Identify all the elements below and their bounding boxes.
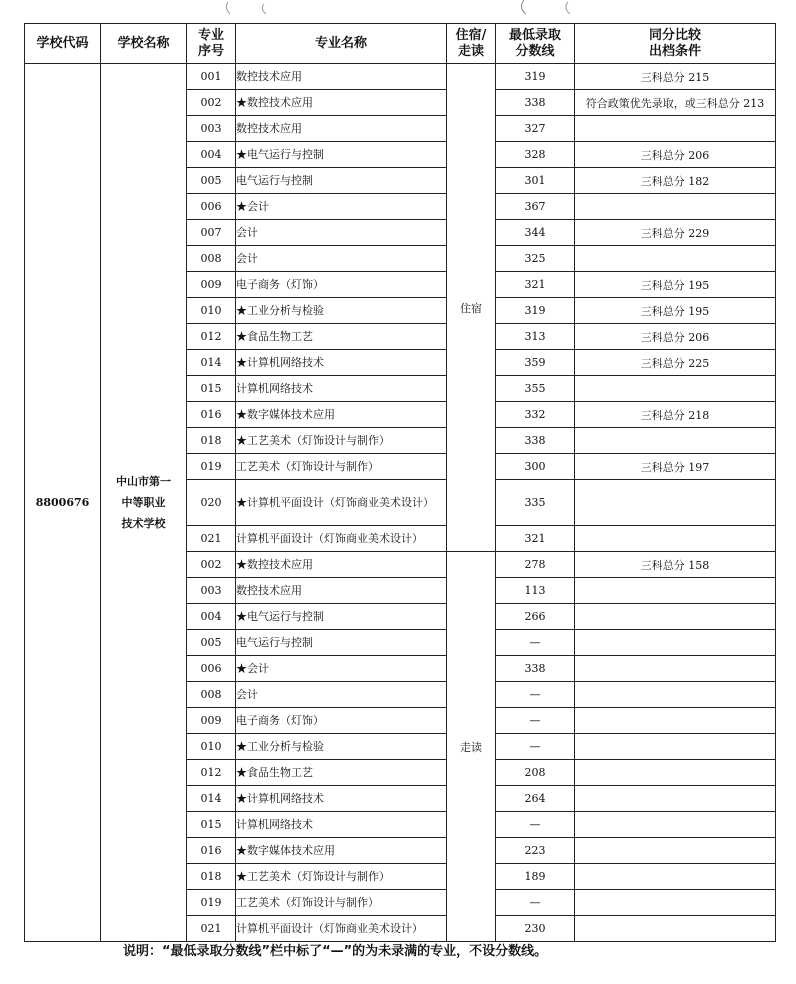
seq-cell: 003	[187, 578, 236, 604]
seq-cell: 020	[187, 480, 236, 526]
scan-mark	[226, 2, 230, 14]
condition-cell	[575, 812, 776, 838]
score-cell: 344	[496, 220, 575, 246]
major-cell: ★电气运行与控制	[236, 142, 447, 168]
seq-cell: 002	[187, 552, 236, 578]
score-cell: 338	[496, 656, 575, 682]
table-row	[25, 64, 776, 90]
lodging-cell: 住宿	[447, 64, 496, 552]
score-cell: 319	[496, 64, 575, 90]
condition-cell	[575, 734, 776, 760]
condition-cell: 三科总分 206	[575, 142, 776, 168]
header-condition: 同分比较 出档条件	[575, 24, 776, 64]
seq-cell: 014	[187, 350, 236, 376]
seq-cell: 009	[187, 272, 236, 298]
major-cell: 会计	[236, 220, 447, 246]
seq-cell: 005	[187, 630, 236, 656]
major-cell: 计算机网络技术	[236, 812, 447, 838]
score-cell: 325	[496, 246, 575, 272]
major-cell: ★会计	[236, 194, 447, 220]
major-cell: 会计	[236, 682, 447, 708]
seq-cell: 016	[187, 838, 236, 864]
major-cell: ★工业分析与检验	[236, 734, 447, 760]
footnote: 说明：“最低录取分数线”栏中标了“—”的为未录满的专业，不设分数线。	[123, 944, 548, 959]
seq-cell: 019	[187, 890, 236, 916]
score-cell: 113	[496, 578, 575, 604]
major-cell: 电子商务（灯饰）	[236, 272, 447, 298]
seq-cell: 018	[187, 428, 236, 454]
major-cell: ★计算机网络技术	[236, 786, 447, 812]
score-cell: 266	[496, 604, 575, 630]
major-cell: ★电气运行与控制	[236, 604, 447, 630]
condition-cell	[575, 376, 776, 402]
condition-cell	[575, 604, 776, 630]
seq-cell: 004	[187, 142, 236, 168]
header-min-score: 最低录取 分数线	[496, 24, 575, 64]
major-cell: 电气运行与控制	[236, 630, 447, 656]
condition-cell	[575, 480, 776, 526]
major-cell: ★数字媒体技术应用	[236, 838, 447, 864]
score-cell: 300	[496, 454, 575, 480]
seq-cell: 015	[187, 376, 236, 402]
score-cell: 319	[496, 298, 575, 324]
score-cell: 301	[496, 168, 575, 194]
header-seq: 专业 序号	[187, 24, 236, 64]
major-cell: 计算机平面设计（灯饰商业美术设计）	[236, 916, 447, 942]
seq-cell: 006	[187, 656, 236, 682]
major-cell: ★会计	[236, 656, 447, 682]
score-cell: —	[496, 682, 575, 708]
score-cell: 189	[496, 864, 575, 890]
score-cell: —	[496, 734, 575, 760]
score-cell: 328	[496, 142, 575, 168]
seq-cell: 002	[187, 90, 236, 116]
scan-marks	[0, 0, 796, 20]
score-cell: 338	[496, 90, 575, 116]
score-cell: 332	[496, 402, 575, 428]
major-cell: ★数控技术应用	[236, 552, 447, 578]
condition-cell: 三科总分 197	[575, 454, 776, 480]
score-cell: 278	[496, 552, 575, 578]
condition-cell	[575, 682, 776, 708]
seq-cell: 021	[187, 916, 236, 942]
lodging-cell: 走读	[447, 552, 496, 942]
major-cell: ★工业分析与检验	[236, 298, 447, 324]
major-cell: ★食品生物工艺	[236, 324, 447, 350]
major-cell: 会计	[236, 246, 447, 272]
score-cell: 367	[496, 194, 575, 220]
score-cell: 223	[496, 838, 575, 864]
major-cell: 计算机网络技术	[236, 376, 447, 402]
major-cell: 数控技术应用	[236, 64, 447, 90]
score-cell: 321	[496, 272, 575, 298]
major-cell: 计算机平面设计（灯饰商业美术设计）	[236, 526, 447, 552]
seq-cell: 012	[187, 324, 236, 350]
score-cell: 264	[496, 786, 575, 812]
score-cell: 335	[496, 480, 575, 526]
condition-cell	[575, 116, 776, 142]
condition-cell	[575, 246, 776, 272]
major-cell: ★计算机网络技术	[236, 350, 447, 376]
major-cell: 数控技术应用	[236, 116, 447, 142]
seq-cell: 007	[187, 220, 236, 246]
score-cell: 230	[496, 916, 575, 942]
major-cell: 数控技术应用	[236, 578, 447, 604]
score-cell: —	[496, 708, 575, 734]
seq-cell: 006	[187, 194, 236, 220]
condition-cell	[575, 578, 776, 604]
seq-cell: 010	[187, 734, 236, 760]
school-name: 中山市第一 中等职业 技术学校	[101, 64, 187, 942]
condition-cell	[575, 760, 776, 786]
header-major: 专业名称	[236, 24, 447, 64]
condition-cell: 三科总分 225	[575, 350, 776, 376]
header-lodging: 住宿/ 走读	[447, 24, 496, 64]
score-cell: —	[496, 812, 575, 838]
scan-mark	[262, 4, 266, 14]
condition-cell	[575, 838, 776, 864]
condition-cell	[575, 526, 776, 552]
seq-cell: 014	[187, 786, 236, 812]
seq-cell: 016	[187, 402, 236, 428]
condition-cell	[575, 786, 776, 812]
seq-cell: 012	[187, 760, 236, 786]
condition-cell	[575, 864, 776, 890]
major-cell: 电子商务（灯饰）	[236, 708, 447, 734]
condition-cell: 三科总分 158	[575, 552, 776, 578]
major-cell: 电气运行与控制	[236, 168, 447, 194]
score-cell: 338	[496, 428, 575, 454]
seq-cell: 001	[187, 64, 236, 90]
seq-cell: 008	[187, 682, 236, 708]
seq-cell: 003	[187, 116, 236, 142]
condition-cell	[575, 708, 776, 734]
major-cell: ★工艺美术（灯饰设计与制作）	[236, 428, 447, 454]
scan-mark	[521, 0, 526, 14]
condition-cell	[575, 428, 776, 454]
score-cell: 327	[496, 116, 575, 142]
table-body	[25, 64, 776, 942]
condition-cell: 三科总分 206	[575, 324, 776, 350]
condition-cell: 符合政策优先录取，或三科总分 213	[575, 90, 776, 116]
condition-cell: 三科总分 195	[575, 272, 776, 298]
condition-cell: 三科总分 218	[575, 402, 776, 428]
school-code: 8800676	[25, 64, 101, 942]
score-cell: 321	[496, 526, 575, 552]
score-cell: 208	[496, 760, 575, 786]
seq-cell: 018	[187, 864, 236, 890]
seq-cell: 010	[187, 298, 236, 324]
major-cell: ★数控技术应用	[236, 90, 447, 116]
condition-cell: 三科总分 229	[575, 220, 776, 246]
seq-cell: 015	[187, 812, 236, 838]
condition-cell	[575, 194, 776, 220]
score-cell: 355	[496, 376, 575, 402]
condition-cell	[575, 890, 776, 916]
seq-cell: 009	[187, 708, 236, 734]
seq-cell: 004	[187, 604, 236, 630]
condition-cell	[575, 656, 776, 682]
condition-cell	[575, 916, 776, 942]
admission-table	[24, 23, 776, 942]
scan-mark	[566, 2, 570, 14]
major-cell: ★工艺美术（灯饰设计与制作）	[236, 864, 447, 890]
score-cell: —	[496, 890, 575, 916]
major-cell: ★数字媒体技术应用	[236, 402, 447, 428]
major-cell: 工艺美术（灯饰设计与制作）	[236, 454, 447, 480]
score-cell: 313	[496, 324, 575, 350]
major-cell: 工艺美术（灯饰设计与制作）	[236, 890, 447, 916]
condition-cell	[575, 630, 776, 656]
condition-cell: 三科总分 182	[575, 168, 776, 194]
seq-cell: 019	[187, 454, 236, 480]
major-cell: ★计算机平面设计（灯饰商业美术设计）	[236, 480, 447, 526]
major-cell: ★食品生物工艺	[236, 760, 447, 786]
header-row	[25, 24, 776, 64]
seq-cell: 008	[187, 246, 236, 272]
score-cell: —	[496, 630, 575, 656]
seq-cell: 021	[187, 526, 236, 552]
condition-cell: 三科总分 215	[575, 64, 776, 90]
condition-cell: 三科总分 195	[575, 298, 776, 324]
seq-cell: 005	[187, 168, 236, 194]
header-school-name: 学校名称	[101, 24, 187, 64]
header-school-code: 学校代码	[25, 24, 101, 64]
score-cell: 359	[496, 350, 575, 376]
